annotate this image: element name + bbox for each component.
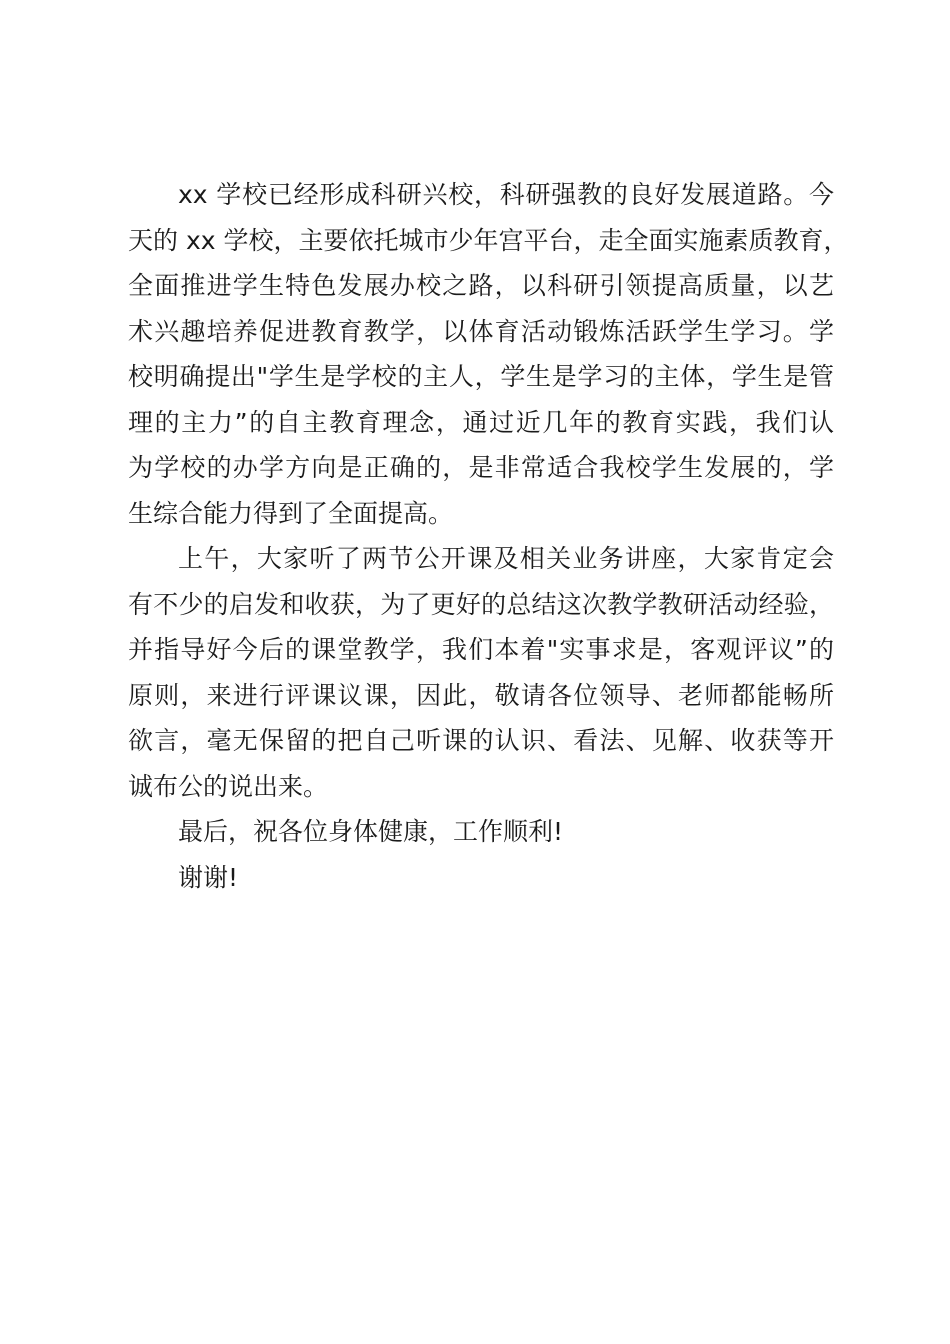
text-line: 天的 xx 学校，主要依托城市少年宫平台，走全面实施素质教育， <box>128 225 849 255</box>
text-line: 全面推进学生特色发展办校之路，以科研引领提高质量，以艺 <box>128 271 834 300</box>
text-line: xx 学校已经形成科研兴校，科研强教的良好发展道路。今 <box>178 180 834 209</box>
document-body <box>128 172 849 900</box>
closing-line: 最后，祝各位身体健康，工作顺利! <box>178 817 564 846</box>
text-line: 校明确提出"学生是学校的主人，学生是学习的主体，学生是管 <box>128 362 834 391</box>
text-line: 欲言，毫无保留的把自己听课的认识、看法、见解、收获等开 <box>128 726 834 755</box>
text-line: 上午，大家听了两节公开课及相关业务讲座，大家肯定会 <box>178 544 834 573</box>
text-line: 有不少的启发和收获，为了更好的总结这次教学教研活动经验， <box>128 589 834 619</box>
text-line: 生综合能力得到了全面提高。 <box>128 498 454 528</box>
paragraph-thanks <box>128 855 834 901</box>
paragraph-activity <box>128 536 834 809</box>
text-line: 为学校的办学方向是正确的，是非常适合我校学生发展的，学 <box>128 453 834 482</box>
text-line: 原则，来进行评课议课，因此，敬请各位领导、老师都能畅所 <box>128 680 834 710</box>
text-line: 并指导好今后的课堂教学，我们本着"实事求是，客观评议”的 <box>128 635 834 664</box>
paragraph-intro <box>128 172 849 536</box>
text-line: 理的主力”的自主教育理念，通过近几年的教育实践，我们认 <box>128 407 834 437</box>
text-line: 诚布公的说出来。 <box>128 771 329 801</box>
text-line: 术兴趣培养促进教育教学，以体育活动锻炼活跃学生学习。学 <box>128 316 834 346</box>
thanks-line: 谢谢! <box>178 862 239 892</box>
paragraph-closing <box>128 809 834 855</box>
